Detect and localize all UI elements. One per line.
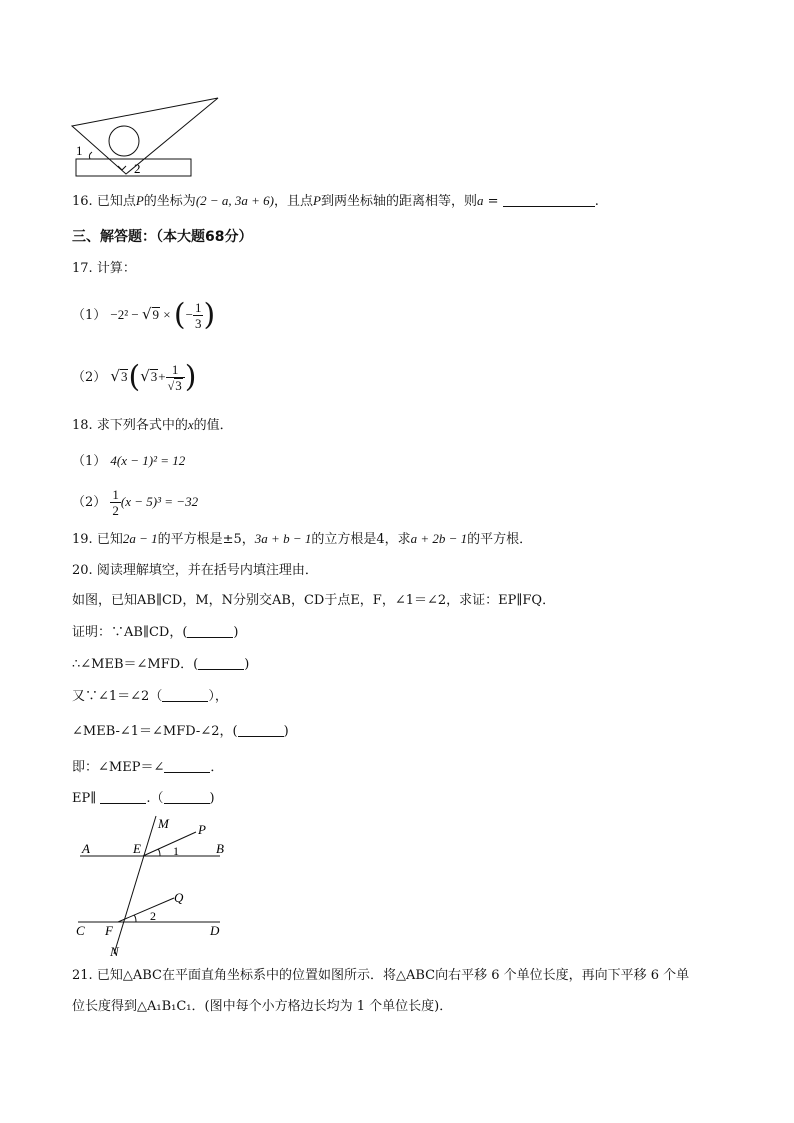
label-f: F xyxy=(105,923,113,938)
label-c: C xyxy=(76,923,85,938)
question-number: 16. xyxy=(72,194,93,209)
q20-statement: 如图，已知AB∥CD，M，N分别交AB，CD于点E，F，∠1＝∠2，求证：EP∥FQ． xyxy=(72,593,556,608)
label-n: N xyxy=(110,944,119,959)
label-d: D xyxy=(210,923,220,938)
q20-proof-line-5: 即：∠MEP＝∠ ． xyxy=(72,760,224,775)
label-q: Q xyxy=(174,890,184,905)
label-p: P xyxy=(198,822,206,837)
q20-proof-line-4: ∠MEB-∠1＝∠MFD-∠2，( ) xyxy=(72,724,289,739)
parallel-lines-figure xyxy=(70,812,230,960)
ray-fq xyxy=(118,898,174,922)
question-18-part-2: （2） $\frac{1}{2}$ (x − 5)³ = −32 xyxy=(72,487,199,518)
angle-2-label: 2 xyxy=(150,909,156,923)
q20-proof-line-6: EP∥ .（ ) xyxy=(72,791,215,806)
question-21-continued: 位长度得到△A₁B₁C₁．(图中每个小方格边长均为 1 个单位长度)． xyxy=(72,999,453,1014)
triangle-ruler-figure xyxy=(66,92,226,184)
angle-2-arc xyxy=(134,915,136,922)
ray-ep xyxy=(143,832,196,856)
triangle-ruler xyxy=(72,98,218,174)
answer-blank[interactable] xyxy=(100,789,146,804)
section-heading: 三、解答题：（本大题68分） xyxy=(72,229,253,245)
label-e: E xyxy=(133,841,141,856)
reason-blank[interactable] xyxy=(162,687,208,702)
question-number: 21. xyxy=(72,968,93,983)
label-a: A xyxy=(82,841,90,856)
angle-1-arc xyxy=(158,849,160,856)
question-number: 20. xyxy=(72,563,93,578)
q20-proof-line-1: 证明：∵AB∥CD，( ) xyxy=(72,625,239,640)
answer-blank[interactable] xyxy=(503,192,595,207)
label-m: M xyxy=(158,816,169,831)
question-19: 19. 已知2a − 1的平方根是±5，3a + b − 1的立方根是4，求a + 2b − 1的平方根． xyxy=(72,531,533,547)
angle-1-label: 1 xyxy=(173,844,179,858)
reason-blank[interactable] xyxy=(238,722,284,737)
sqrt-icon: √ xyxy=(141,305,152,323)
fraction: $\frac{1}{3}$ xyxy=(194,300,202,331)
question-number: 17. xyxy=(72,261,93,276)
fraction: $\frac{1}{2}$ xyxy=(112,487,119,518)
q20-proof-line-2: ∴∠MEB＝∠MFD．( ) xyxy=(72,657,250,672)
transversal-mn xyxy=(114,816,156,954)
question-16: 16. 已知点P的坐标为(2 − a, 3a + 6)，且点P到两坐标轴的距离相等，则a = . xyxy=(72,193,599,209)
ruler-circle xyxy=(109,126,139,156)
sqrt-icon: √ xyxy=(110,367,120,385)
question-18-part-1: （1） 4(x − 1)² = 12 xyxy=(72,453,186,469)
reason-blank[interactable] xyxy=(164,789,210,804)
question-number: 19. xyxy=(72,532,93,547)
question-18: 18. 求下列各式中的x的值． xyxy=(72,417,233,433)
fraction: $\frac{1}{√3}$ xyxy=(166,362,185,394)
q20-proof-line-3: 又∵∠1＝∠2（ ）， xyxy=(72,689,228,704)
reason-blank[interactable] xyxy=(187,623,233,638)
question-17: 17. 计算： xyxy=(72,261,136,276)
reason-blank[interactable] xyxy=(198,655,244,670)
question-number: 18. xyxy=(72,418,93,433)
angle-2-label: 2 xyxy=(134,161,141,176)
question-20: 20. 阅读理解填空，并在括号内填注理由． xyxy=(72,563,318,578)
question-21: 21. 已知△ABC在平面直角坐标系中的位置如图所示．将△ABC向右平移 6 个单位长度，再向下平移 6 个单 xyxy=(72,968,690,983)
sqrt-icon: √ xyxy=(140,367,150,385)
angle-1-arc xyxy=(89,152,92,159)
label-b: B xyxy=(216,841,224,856)
question-17-part-2: （2） √3(√3+ $\frac{1}{√3}$ ) xyxy=(72,359,197,395)
angle-1-label: 1 xyxy=(76,143,83,158)
question-17-part-1: （1） −2² − √9 × (− $\frac{1}{3}$ ) xyxy=(72,297,216,333)
answer-blank[interactable] xyxy=(164,758,210,773)
